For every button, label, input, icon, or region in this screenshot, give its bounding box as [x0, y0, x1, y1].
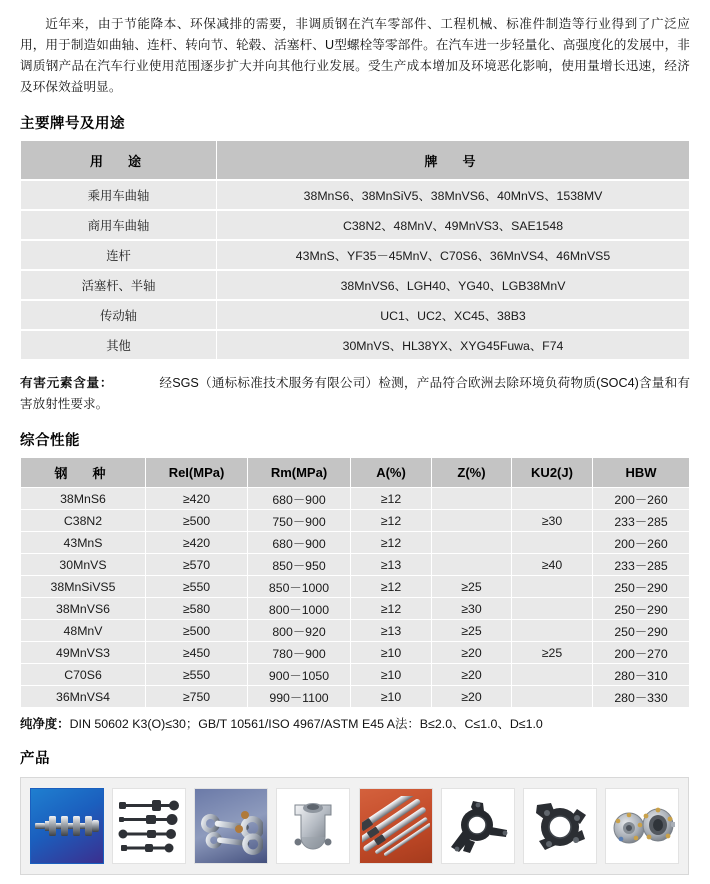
connecting-rods-photo	[194, 788, 268, 864]
perf-cell-rel: ≥550	[146, 664, 248, 686]
purity-line	[20, 708, 690, 734]
perf-col-header-a: A(%)	[351, 458, 432, 488]
table-row	[21, 300, 690, 330]
perf-cell-z: ≥30	[432, 598, 512, 620]
perf-cell-rm: 850－950	[248, 554, 351, 576]
usage-cell-grade: UC1、UC2、XC45、38B3	[217, 300, 690, 330]
perf-cell-ku2	[512, 576, 593, 598]
usage-cell-grade: 38MnS6、38MnSiV5、38MnVS6、40MnVS、1538MV	[217, 180, 690, 210]
usage-cell-grade: 43MnS、YF35－45MnV、C70S6、36MnVS4、46MnVS5	[217, 240, 690, 270]
perf-cell-hbw: 250－290	[593, 576, 690, 598]
wheel-hub-photo	[605, 788, 679, 864]
knuckle-hub-photo	[523, 788, 597, 864]
perf-cell-hbw: 233－285	[593, 510, 690, 532]
bearing-cap-photo	[276, 788, 350, 864]
perf-cell-steel: C70S6	[21, 664, 146, 686]
perf-cell-rel: ≥420	[146, 532, 248, 554]
purity-value: DIN 50602 K3(O)≤30；GB/T 10561/ISO 4967/ASTM E45 A法：B≤2.0、C≤1.0、D≤1.0	[69, 717, 543, 731]
perf-cell-a: ≥12	[351, 532, 432, 554]
product-gallery	[20, 777, 689, 875]
table-row	[21, 686, 690, 708]
performance-table-header-row	[21, 458, 690, 488]
perf-cell-rel: ≥500	[146, 510, 248, 532]
table-row	[21, 664, 690, 686]
table-row	[21, 240, 690, 270]
table-row	[21, 210, 690, 240]
perf-cell-a: ≥13	[351, 620, 432, 642]
perf-cell-a: ≥12	[351, 576, 432, 598]
perf-cell-ku2	[512, 664, 593, 686]
perf-cell-rel: ≥750	[146, 686, 248, 708]
usage-cell-grade: 30MnVS、HL38YX、XYG45Fuwa、F74	[217, 330, 690, 360]
perf-cell-hbw: 250－290	[593, 598, 690, 620]
harmful-elements-body: 经SGS（通标标准技术服务有限公司）检测，产品符合欧洲去除环境负荷物质(SOC4)含量和有害放射性要求。	[20, 376, 691, 411]
perf-cell-a: ≥13	[351, 554, 432, 576]
perf-cell-z: ≥20	[432, 642, 512, 664]
perf-cell-ku2: ≥30	[512, 510, 593, 532]
perf-cell-steel: 48MnV	[21, 620, 146, 642]
perf-cell-hbw: 280－330	[593, 686, 690, 708]
perf-cell-ku2	[512, 686, 593, 708]
table-row	[21, 330, 690, 360]
perf-cell-rm: 780－900	[248, 642, 351, 664]
table-row	[21, 554, 690, 576]
harmful-elements-paragraph	[20, 360, 690, 415]
perf-cell-z	[432, 554, 512, 576]
perf-cell-a: ≥10	[351, 686, 432, 708]
perf-cell-ku2	[512, 532, 593, 554]
steering-knuckle-photo	[441, 788, 515, 864]
perf-cell-hbw: 233－285	[593, 554, 690, 576]
perf-cell-steel: 38MnS6	[21, 488, 146, 510]
usage-table-header-row	[21, 141, 690, 181]
table-row	[21, 576, 690, 598]
table-row	[21, 620, 690, 642]
perf-cell-rm: 850－1000	[248, 576, 351, 598]
perf-cell-ku2	[512, 488, 593, 510]
perf-cell-a: ≥10	[351, 642, 432, 664]
performance-section-heading: 综合性能	[20, 433, 80, 449]
perf-cell-ku2	[512, 598, 593, 620]
perf-cell-hbw: 200－260	[593, 488, 690, 510]
perf-cell-rm: 750－900	[248, 510, 351, 532]
perf-col-header-rm: Rm(MPa)	[248, 458, 351, 488]
perf-cell-ku2	[512, 620, 593, 642]
perf-col-header-steel: 钢 种	[21, 458, 146, 488]
perf-cell-z: ≥25	[432, 576, 512, 598]
table-row	[21, 642, 690, 664]
perf-cell-rm: 800－1000	[248, 598, 351, 620]
table-row	[21, 598, 690, 620]
usage-cell-use: 乘用车曲轴	[21, 180, 217, 210]
perf-cell-hbw: 280－310	[593, 664, 690, 686]
usage-cell-use: 活塞杆、半轴	[21, 270, 217, 300]
crankshaft-photo	[30, 788, 104, 864]
usage-cell-grade: 38MnVS6、LGH40、YG40、LGB38MnV	[217, 270, 690, 300]
perf-cell-rel: ≥420	[146, 488, 248, 510]
usage-cell-use: 商用车曲轴	[21, 210, 217, 240]
perf-cell-z: ≥25	[432, 620, 512, 642]
product-section-heading: 产品	[20, 751, 50, 767]
usage-table	[20, 140, 690, 360]
usage-cell-grade: C38N2、48MnV、49MnVS3、SAE1548	[217, 210, 690, 240]
perf-cell-ku2: ≥40	[512, 554, 593, 576]
perf-cell-a: ≥10	[351, 664, 432, 686]
usage-cell-use: 其他	[21, 330, 217, 360]
perf-cell-rel: ≥500	[146, 620, 248, 642]
perf-col-header-rel: ReI(MPa)	[146, 458, 248, 488]
perf-cell-rm: 990－1100	[248, 686, 351, 708]
perf-col-header-hbw: HBW	[593, 458, 690, 488]
piston-rods-photo	[359, 788, 433, 864]
perf-cell-steel: 38MnVS6	[21, 598, 146, 620]
perf-cell-rel: ≥570	[146, 554, 248, 576]
perf-col-header-z: Z(%)	[432, 458, 512, 488]
table-row	[21, 510, 690, 532]
perf-cell-rm: 900－1050	[248, 664, 351, 686]
usage-cell-use: 传动轴	[21, 300, 217, 330]
perf-cell-z	[432, 532, 512, 554]
perf-col-header-ku2: KU2(J)	[512, 458, 593, 488]
table-row	[21, 180, 690, 210]
perf-cell-z	[432, 510, 512, 532]
perf-cell-a: ≥12	[351, 598, 432, 620]
perf-cell-rm: 800－920	[248, 620, 351, 642]
perf-cell-steel: 30MnVS	[21, 554, 146, 576]
performance-table	[20, 457, 690, 708]
table-row	[21, 270, 690, 300]
table-row	[21, 532, 690, 554]
intro-paragraph: 近年来，由于节能降本、环保减排的需要，非调质钢在汽车零部件、工程机械、标准件制造等行业得到了广泛应用，用于制造如曲轴、连杆、转向节、轮毂、活塞杆、U型螺栓等零部件。在汽车进一步轻量化、高强度化的发展中，非调质钢产品在汽车行业使用范围逐步扩大并向其他行业发展。受生产成本增加及环境恶化影响，使用量增长迅速，经济及环保效益明显。	[20, 17, 690, 94]
perf-cell-z: ≥20	[432, 664, 512, 686]
perf-cell-steel: 43MnS	[21, 532, 146, 554]
perf-cell-z	[432, 488, 512, 510]
perf-cell-hbw: 200－270	[593, 642, 690, 664]
perf-cell-ku2: ≥25	[512, 642, 593, 664]
perf-cell-a: ≥12	[351, 510, 432, 532]
table-row	[21, 488, 690, 510]
perf-cell-rel: ≥450	[146, 642, 248, 664]
perf-cell-hbw: 250－290	[593, 620, 690, 642]
perf-cell-z: ≥20	[432, 686, 512, 708]
usage-section-heading: 主要牌号及用途	[20, 116, 125, 132]
perf-cell-steel: 38MnSiVS5	[21, 576, 146, 598]
usage-col-header-grade: 牌 号	[217, 141, 690, 181]
perf-cell-rm: 680－900	[248, 532, 351, 554]
perf-cell-rm: 680－900	[248, 488, 351, 510]
perf-cell-rel: ≥550	[146, 576, 248, 598]
perf-cell-rel: ≥580	[146, 598, 248, 620]
perf-cell-steel: 36MnVS4	[21, 686, 146, 708]
usage-cell-use: 连杆	[21, 240, 217, 270]
purity-label: 纯净度：	[20, 717, 70, 731]
perf-cell-steel: C38N2	[21, 510, 146, 532]
perf-cell-steel: 49MnVS3	[21, 642, 146, 664]
drive-shafts-photo	[112, 788, 186, 864]
perf-cell-a: ≥12	[351, 488, 432, 510]
perf-cell-hbw: 200－260	[593, 532, 690, 554]
harmful-elements-label: 有害元素含量：	[20, 376, 114, 390]
usage-col-header-use: 用 途	[21, 141, 217, 181]
